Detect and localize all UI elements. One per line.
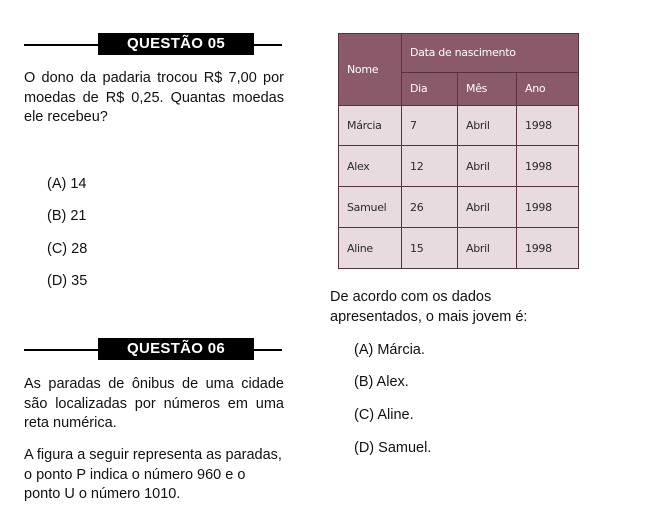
cell-year: 1998: [517, 228, 579, 269]
question-05-title: QUESTÃO 05: [98, 33, 254, 55]
table-row: [339, 187, 579, 228]
right-option-b[interactable]: (B) Alex.: [354, 374, 409, 390]
question-06-header: [24, 338, 282, 362]
q05-option-c[interactable]: (C) 28: [47, 241, 88, 257]
q05-option-d[interactable]: (D) 35: [47, 273, 88, 289]
cell-day: 15: [402, 228, 458, 269]
column-header-name: Nome: [339, 34, 402, 106]
cell-year: 1998: [517, 105, 579, 146]
q05-option-b[interactable]: (B) 21: [47, 208, 87, 224]
question-06-text-2: A figura a seguir representa as paradas, o ponto P indica o número 960 e o ponto U o número 1010.: [24, 447, 282, 502]
column-header-day: Dia: [402, 72, 458, 105]
cell-month: Abril: [458, 228, 517, 269]
birth-date-table: [338, 33, 579, 269]
table-row: [339, 105, 579, 146]
cell-month: Abril: [458, 105, 517, 146]
table-row: [339, 228, 579, 269]
cell-name: Aline: [339, 228, 402, 269]
cell-year: 1998: [517, 146, 579, 187]
cell-name: Samuel: [339, 187, 402, 228]
right-option-a[interactable]: (A) Márcia.: [354, 342, 425, 358]
right-option-d[interactable]: (D) Samuel.: [354, 440, 432, 456]
question-05-text: O dono da padaria trocou R$ 7,00 por moedas de R$ 0,25. Quantas moedas ele recebeu?: [24, 70, 284, 125]
column-header-birth-date: Data de nascimento: [402, 34, 579, 73]
table-row: [339, 146, 579, 187]
right-option-c[interactable]: (C) Aline.: [354, 407, 414, 423]
right-question-text: De acordo com os dados apresentados, o mais jovem é:: [330, 289, 528, 325]
table-header-row: [339, 34, 579, 73]
column-header-month: Mês: [458, 72, 517, 105]
cell-name: Márcia: [339, 105, 402, 146]
cell-day: 12: [402, 146, 458, 187]
cell-month: Abril: [458, 187, 517, 228]
cell-day: 7: [402, 105, 458, 146]
q05-option-a[interactable]: (A) 14: [47, 176, 87, 192]
question-05-header: [24, 33, 282, 57]
cell-day: 26: [402, 187, 458, 228]
cell-year: 1998: [517, 187, 579, 228]
question-06-text-1: As paradas de ônibus de uma cidade são localizadas por números em uma reta numérica.: [24, 376, 284, 431]
column-header-year: Ano: [517, 72, 579, 105]
cell-month: Abril: [458, 146, 517, 187]
cell-name: Alex: [339, 146, 402, 187]
question-06-title: QUESTÃO 06: [98, 338, 254, 360]
